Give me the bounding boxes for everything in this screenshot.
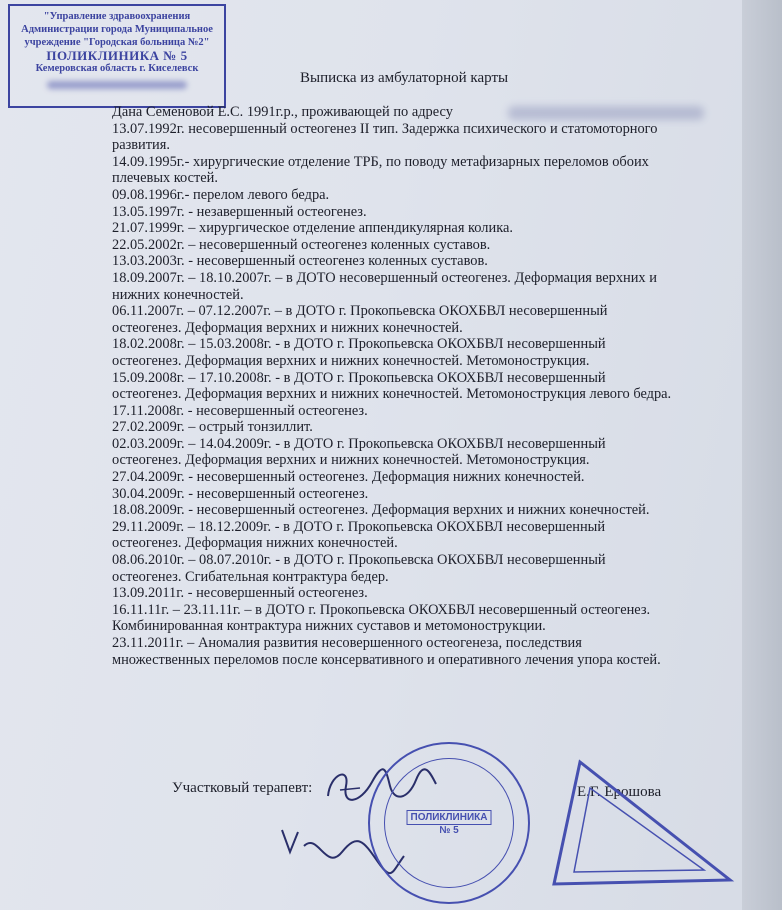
stamp-line-1: "Управление здравоохранения [43, 11, 191, 22]
record-line: остеогенез. Деформация нижних конечностей. [112, 535, 398, 552]
record-line: 16.11.11г. – 23.11.11г. – в ДОТО г. Прокопьевска ОКОХБВЛ несовершенный остеогенез. [112, 601, 651, 618]
stamp-region: Кемеровская область г. Киселевск [35, 63, 199, 74]
record-line: 08.06.2010г. – 08.07.2010г. - в ДОТО г. Прокопьевска ОКОХБВЛ несовершенный [112, 552, 606, 569]
record-line: 09.08.1996г.- перелом левого бедра. [112, 186, 330, 203]
record-body [112, 104, 732, 668]
triangle-personal-stamp [540, 742, 740, 892]
record-line: 13.09.2011г. - несовершенный остеогенез. [112, 585, 368, 602]
record-line: 13.05.1997г. - незавершенный остеогенез. [112, 203, 367, 220]
seal-center-bottom: № 5 [439, 825, 459, 836]
signature-name: Е.Г. Ерошова [577, 784, 662, 800]
record-line: 30.04.2009г. - несовершенный остеогенез. [112, 485, 369, 502]
record-line: множественных переломов после консервативного и оперативного лечения упора костей. [112, 651, 661, 668]
record-line: нижних конечностей. [112, 286, 244, 303]
record-line: 27.04.2009г. - несовершенный остеогенез. Деформация нижних конечностей. [112, 469, 585, 486]
record-line: 06.11.2007г. – 07.12.2007г. – в ДОТО г. Прокопьевска ОКОХБВЛ несовершенный [112, 303, 608, 320]
record-line: 21.07.1999г. – хирургическое отделение аппендикулярная колика. [112, 220, 513, 237]
record-line: 18.08.2009г. - несовершенный остеогенез. Деформация верхних и нижних конечностей. [112, 502, 650, 519]
record-line: 29.11.2009г. – 18.12.2009г. - в ДОТО г. Прокопьевска ОКОХБВЛ несовершенный [112, 518, 606, 535]
record-line: 13.03.2003г. - несовершенный остеогенез коленных суставов. [112, 253, 488, 270]
institution-stamp [8, 4, 226, 108]
record-line: Дана Семеновой Е.С. 1991г.р., проживающей по адресу [112, 104, 453, 120]
stamp-line-2: Администрации города Муниципальное [21, 24, 213, 35]
page-fold-shadow [742, 0, 782, 910]
seal-center-top: ПОЛИКЛИНИКА [407, 810, 492, 825]
record-line: 22.05.2002г. – несовершенный остеогенез коленных суставов. [112, 236, 491, 253]
record-line: плечевых костей. [112, 170, 218, 187]
record-line: 15.09.2008г. – 17.10.2008г. - в ДОТО г. Прокопьевска ОКОХБВЛ несовершенный [112, 369, 606, 386]
record-line: развития. [112, 137, 170, 154]
stamp-redacted [47, 81, 187, 89]
record-line: остеогенез. Сгибательная контрактура бедер. [112, 568, 389, 585]
stamp-clinic: ПОЛИКЛИНИКА № 5 [46, 48, 188, 63]
record-line: 14.09.1995г.- хирургические отделение ТРБ, по поводу метафизарных переломов обоих [112, 153, 649, 170]
round-official-seal [368, 742, 530, 904]
record-line: 18.09.2007г. – 18.10.2007г. – в ДОТО несовершенный остеогенез. Деформация верхних и [112, 269, 657, 286]
record-line: 17.11.2008г. - несовершенный остеогенез. [112, 402, 368, 419]
record-line: 18.02.2008г. – 15.03.2008г. - в ДОТО г. Прокопьевска ОКОХБВЛ несовершенный [112, 336, 606, 353]
record-line: 13.07.1992г. несовершенный остеогенез II тип. Задержка психического и статомоторного [112, 120, 658, 137]
record-line: 27.02.2009г. – острый тонзиллит. [112, 419, 313, 436]
record-line: 23.11.2011г. – Аномалия развития несовершенного остеогенеза, последствия [112, 635, 582, 651]
signature-role: Участковый терапевт: [172, 780, 313, 796]
record-line: остеогенез. Деформация верхних и нижних конечностей. Метомонострукция. [112, 452, 590, 469]
record-line: остеогенез. Деформация верхних и нижних конечностей. Метомонострукция. [112, 352, 590, 369]
record-line: остеогенез. Деформация верхних и нижних конечностей. [112, 319, 463, 336]
record-line: 02.03.2009г. – 14.04.2009г. - в ДОТО г. Прокопьевска ОКОХБВЛ несовершенный [112, 435, 606, 452]
stamp-line-3: учреждение "Городская больница №2" [24, 37, 210, 48]
seal-center [407, 810, 492, 836]
record-line: Комбинированная контрактура нижних суставов и метомонострукции. [112, 618, 546, 635]
document-title: Выписка из амбулаторной карты [300, 70, 509, 86]
record-line: остеогенез. Деформация верхних и нижних конечностей. Метомонострукция левого бедра. [112, 386, 672, 403]
